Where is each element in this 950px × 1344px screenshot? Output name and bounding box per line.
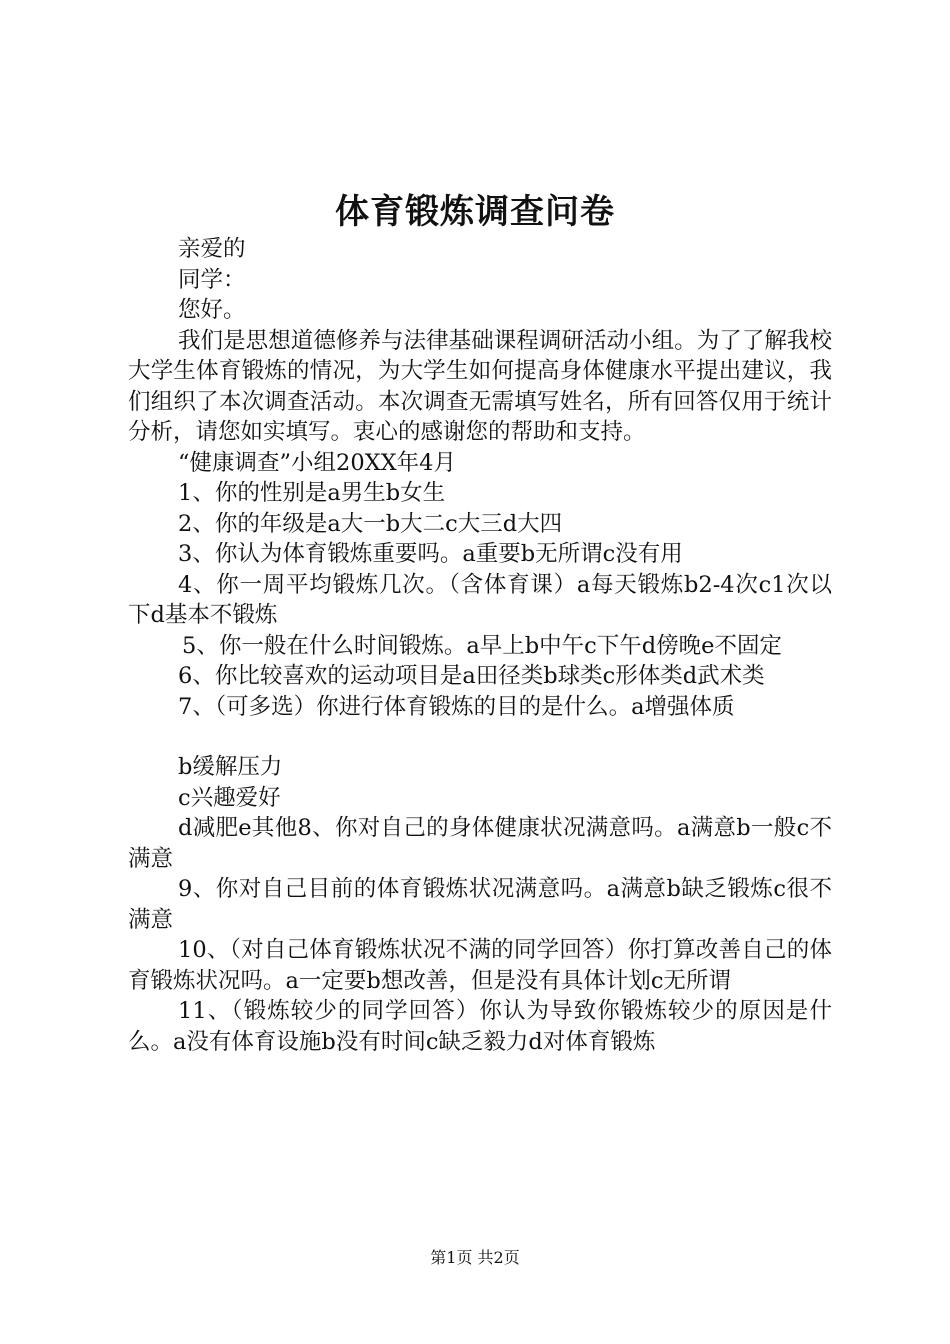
option-line: c兴趣爱好 [178,784,281,811]
greeting-line: 您好。 [178,297,246,323]
question-item: 9、你对自己目前的体育锻炼状况满意吗。a满意b缺乏锻炼c很不满意 [128,876,832,933]
document-body [128,234,832,1057]
option-line: b缓解压力 [178,754,283,780]
signature-line: “健康调查”小组20XX年4月 [178,449,456,476]
intro-paragraph: 我们是思想道德修养与法律基础课程调研活动小组。为了了解我校大学生体育锻炼的情况，为大学生如何提高身体健康水平提出建议，我们组织了本次调查活动。本次调查无需填写姓名，所有回答仅用于统计分析，请您如实填写。衷心的感谢您的帮助和支持。 [128,327,832,445]
question-item: 5、你一般在什么时间锻炼。a早上b中午c下午d傍晚e不固定 [182,632,782,659]
question-item: d减肥e其他8、你对自己的身体健康状况满意吗。a满意b一般c不满意 [128,815,832,872]
question-item: 4、你一周平均锻炼几次。（含体育课）a每天锻炼b2-4次c1次以下d基本不锻炼 [128,571,832,628]
question-item: 10、（对自己体育锻炼状况不满的同学回答）你打算改善自己的体育锻炼状况吗。a一定要b想改善，但是没有具体计划c无所谓 [128,937,832,994]
document-title: 体育锻炼调查问卷 [335,192,615,232]
question-item: 6、你比较喜欢的运动项目是a田径类b球类c形体类d武术类 [178,663,765,689]
question-item: 11、（锻炼较少的同学回答）你认为导致你锻炼较少的原因是什么。a没有体育设施b没有时间c缺乏毅力d对体育锻炼 [128,998,832,1055]
question-item: 7、（可多选）你进行体育锻炼的目的是什么。a增强体质 [178,693,735,720]
paragraph-gap [128,722,832,752]
question-item: 3、你认为体育锻炼重要吗。a重要b无所谓c没有用 [178,541,683,567]
question-item: 1、你的性别是a男生b女生 [178,480,446,506]
greeting-line: 同学： [178,266,246,293]
page-footer: 第1页 共2页 [430,1248,520,1267]
greeting-line: 亲爱的 [178,236,246,262]
question-item: 2、你的年级是a大一b大二c大三d大四 [178,510,563,537]
